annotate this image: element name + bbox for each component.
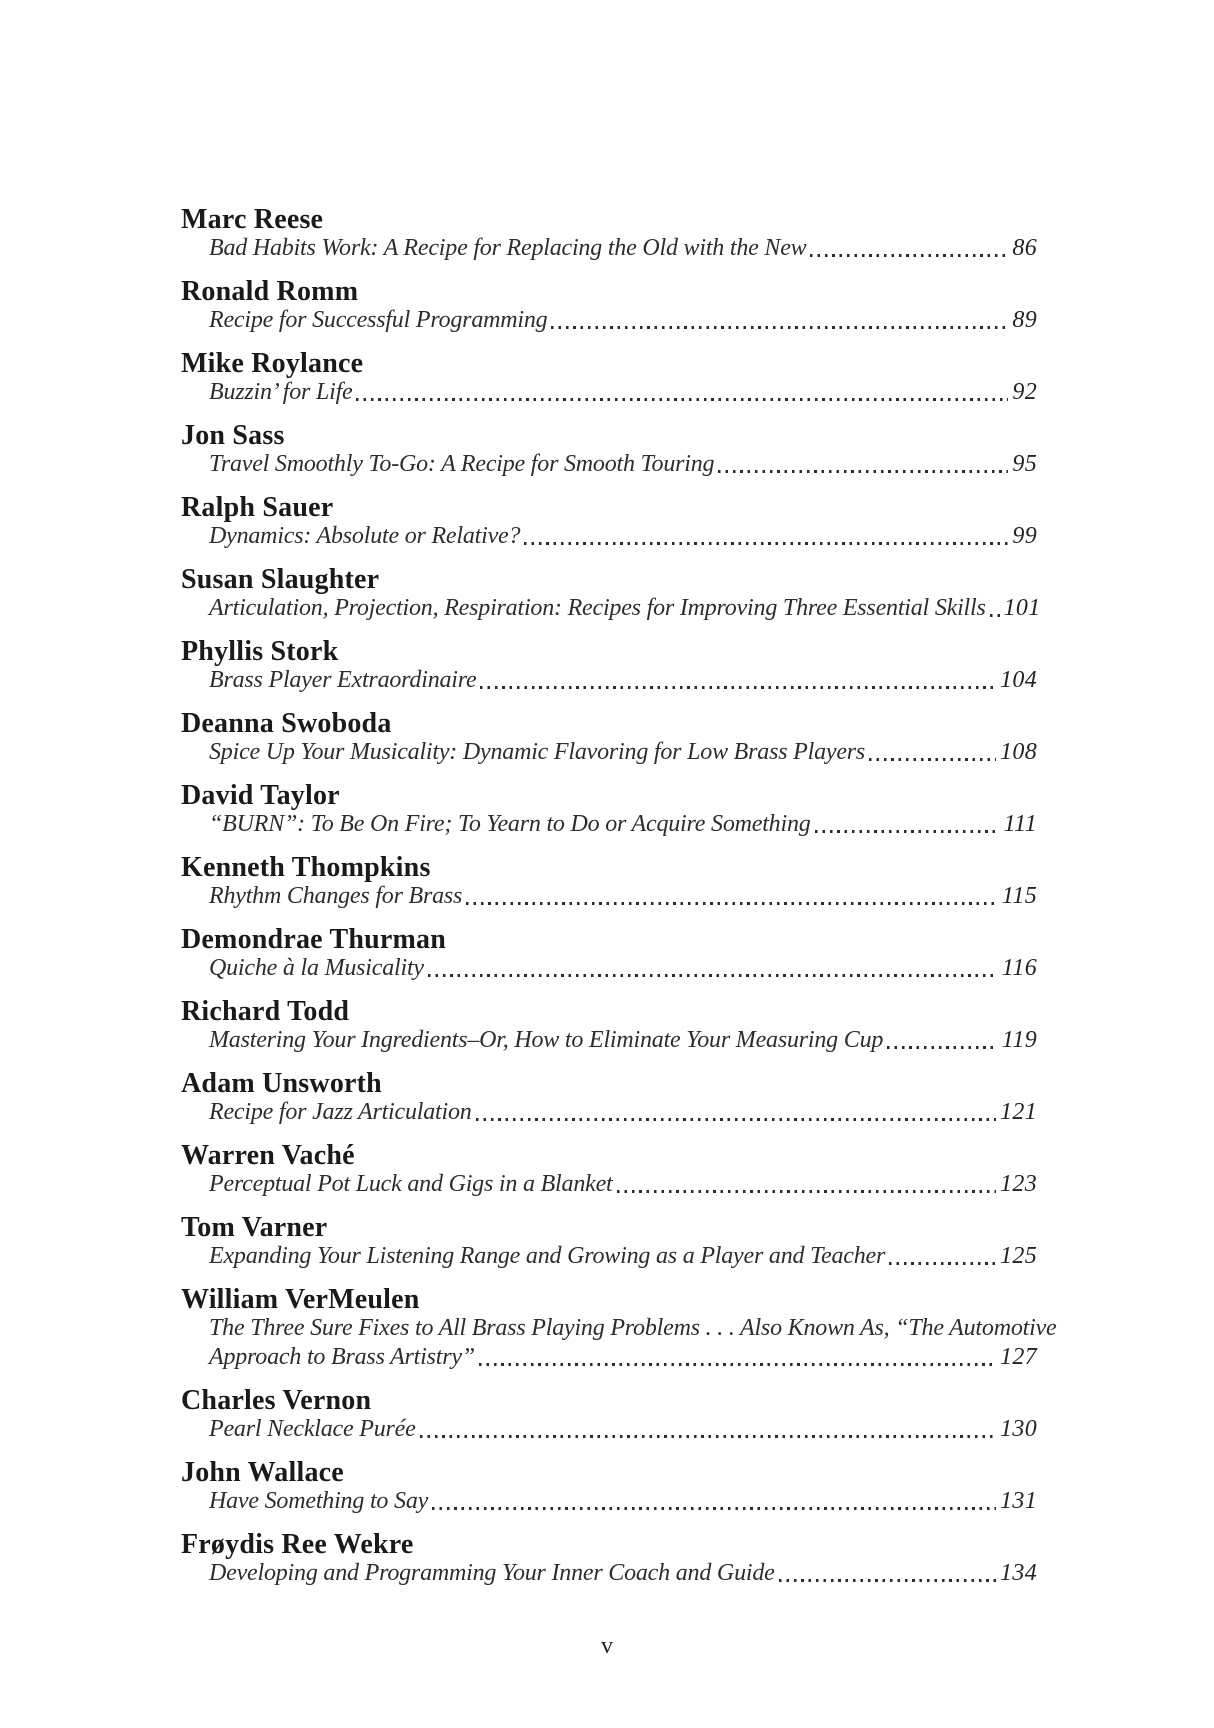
toc-title: “BURN”: To Be On Fire; To Yearn to Do or Acquire Something xyxy=(209,811,811,837)
dot-leader xyxy=(466,882,998,911)
toc-title-row xyxy=(181,666,1037,695)
toc-page-number: 127 xyxy=(1000,1344,1037,1370)
toc-entry xyxy=(181,421,1037,479)
dot-leader xyxy=(428,954,998,983)
toc-title: Mastering Your Ingredients–Or, How to Eliminate Your Measuring Cup xyxy=(209,1027,884,1053)
folio-page-number: v xyxy=(601,1633,613,1659)
toc-author: Deanna Swoboda xyxy=(181,708,392,739)
toc-page-number: 134 xyxy=(1000,1560,1037,1586)
toc-page-number: 116 xyxy=(1001,955,1037,981)
toc-title: Buzzin’ for Life xyxy=(209,379,353,405)
toc-entry xyxy=(181,1458,1037,1516)
dot-leader xyxy=(551,306,1008,335)
toc-title-row xyxy=(181,450,1037,479)
toc-author: Charles Vernon xyxy=(181,1385,372,1416)
dot-leader xyxy=(480,666,996,695)
toc-page-number: 119 xyxy=(1001,1027,1037,1053)
toc-title: Travel Smoothly To-Go: A Recipe for Smooth Touring xyxy=(209,451,715,477)
toc-title-row xyxy=(181,1242,1037,1271)
toc-title-line1: The Three Sure Fixes to All Brass Playing Problems . . . Also Known As, “The Automotive xyxy=(209,1315,1057,1341)
toc-title-row xyxy=(181,1170,1037,1199)
toc-entry xyxy=(181,1530,1037,1588)
toc-page-number: 86 xyxy=(1012,235,1037,261)
toc-title: Developing and Programming Your Inner Coach and Guide xyxy=(209,1560,775,1586)
toc-author: Adam Unsworth xyxy=(181,1068,382,1099)
dot-leader xyxy=(524,522,1008,551)
toc-page-number: 111 xyxy=(1003,811,1037,837)
toc-author: Jon Sass xyxy=(181,420,285,451)
dot-leader xyxy=(476,1098,997,1127)
toc-title: Articulation, Projection, Respiration: Recipes for Improving Three Essential Skills xyxy=(209,595,986,621)
dot-leader xyxy=(432,1487,996,1516)
toc-author: Tom Varner xyxy=(181,1212,328,1243)
toc-title: Bad Habits Work: A Recipe for Replacing the Old with the New xyxy=(209,235,807,261)
toc-author: John Wallace xyxy=(181,1457,344,1488)
dot-leader xyxy=(779,1559,997,1588)
dot-leader xyxy=(356,378,1008,407)
toc-title-row xyxy=(181,306,1037,335)
toc-page-number: 108 xyxy=(1000,739,1037,765)
toc-title-row xyxy=(181,1026,1037,1055)
toc-title-row xyxy=(181,954,1037,983)
toc-page-number: 104 xyxy=(1000,667,1037,693)
dot-leader xyxy=(869,738,996,767)
toc-entry xyxy=(181,709,1037,767)
toc-title-row xyxy=(181,1415,1037,1444)
toc-entry xyxy=(181,493,1037,551)
toc-title-row xyxy=(181,1487,1037,1516)
toc-title-row xyxy=(181,522,1037,551)
toc-page-number: 131 xyxy=(1000,1488,1037,1514)
dot-leader xyxy=(718,450,1008,479)
toc-entry xyxy=(181,637,1037,695)
dot-leader xyxy=(815,810,1000,839)
toc-author: Warren Vaché xyxy=(181,1140,355,1171)
toc-page-number: 95 xyxy=(1012,451,1037,477)
toc-page-number: 92 xyxy=(1012,379,1037,405)
toc-title: Recipe for Successful Programming xyxy=(209,307,548,333)
toc-title-row xyxy=(181,378,1037,407)
toc-author: Richard Todd xyxy=(181,996,350,1027)
toc-entry xyxy=(181,925,1037,983)
toc-title: Dynamics: Absolute or Relative? xyxy=(209,523,521,549)
toc-list xyxy=(181,204,1057,1602)
toc-title-row xyxy=(181,234,1037,263)
toc-author: William VerMeulen xyxy=(181,1284,420,1315)
toc-title: Brass Player Extraordinaire xyxy=(209,667,477,693)
toc-title-row xyxy=(181,882,1037,911)
toc-author: David Taylor xyxy=(181,780,340,811)
toc-author: Phyllis Stork xyxy=(181,636,339,667)
toc-entry xyxy=(181,1284,1057,1372)
toc-page-number: 130 xyxy=(1000,1416,1037,1442)
toc-title: Quiche à la Musicality xyxy=(209,955,424,981)
toc-author: Susan Slaughter xyxy=(181,564,380,595)
toc-author: Marc Reese xyxy=(181,204,324,235)
toc-entry xyxy=(181,277,1037,335)
toc-title-row xyxy=(181,594,1041,623)
toc-title: Perceptual Pot Luck and Gigs in a Blanket xyxy=(209,1171,613,1197)
toc-page-number: 101 xyxy=(1003,595,1041,621)
toc-entry xyxy=(181,564,1041,623)
toc-entry xyxy=(181,997,1037,1055)
dot-leader xyxy=(479,1343,996,1372)
toc-title-row xyxy=(181,810,1037,839)
dot-leader xyxy=(990,594,1000,623)
dot-leader xyxy=(887,1026,998,1055)
toc-page-number: 115 xyxy=(1001,883,1037,909)
toc-author: Ralph Sauer xyxy=(181,492,334,523)
toc-title: Spice Up Your Musicality: Dynamic Flavoring for Low Brass Players xyxy=(209,739,866,765)
toc-author: Ronald Romm xyxy=(181,276,359,307)
toc-page-number: 121 xyxy=(1000,1099,1037,1125)
toc-title-row xyxy=(181,1098,1037,1127)
toc-entry xyxy=(181,349,1037,407)
toc-author: Kenneth Thompkins xyxy=(181,852,431,883)
dot-leader xyxy=(617,1170,997,1199)
toc-entry xyxy=(181,1069,1037,1127)
toc-title: Have Something to Say xyxy=(209,1488,429,1514)
dot-leader xyxy=(810,234,1008,263)
toc-page-number: 125 xyxy=(1000,1243,1037,1269)
dot-leader xyxy=(889,1242,996,1271)
toc-title: Recipe for Jazz Articulation xyxy=(209,1099,472,1125)
toc-entry xyxy=(181,853,1037,911)
toc-title-row xyxy=(181,1559,1037,1588)
toc-entry xyxy=(181,1141,1037,1199)
toc-title: Expanding Your Listening Range and Growing as a Player and Teacher xyxy=(209,1243,886,1269)
toc-entry xyxy=(181,781,1037,839)
dot-leader xyxy=(420,1415,997,1444)
toc-author: Frøydis Ree Wekre xyxy=(181,1529,414,1560)
toc-title: Rhythm Changes for Brass xyxy=(209,883,463,909)
toc-title-row xyxy=(181,738,1037,767)
toc-entry xyxy=(181,1213,1037,1271)
toc-title: Approach to Brass Artistry” xyxy=(209,1344,475,1370)
toc-page-number: 99 xyxy=(1012,523,1037,549)
toc-author: Mike Roylance xyxy=(181,348,364,379)
toc-page-number: 89 xyxy=(1012,307,1037,333)
toc-author: Demondrae Thurman xyxy=(181,924,447,955)
toc-entry xyxy=(181,1386,1037,1444)
toc-page-number: 123 xyxy=(1000,1171,1037,1197)
toc-entry xyxy=(181,205,1037,263)
toc-title: Pearl Necklace Purée xyxy=(209,1416,416,1442)
toc-title-row xyxy=(181,1343,1037,1372)
